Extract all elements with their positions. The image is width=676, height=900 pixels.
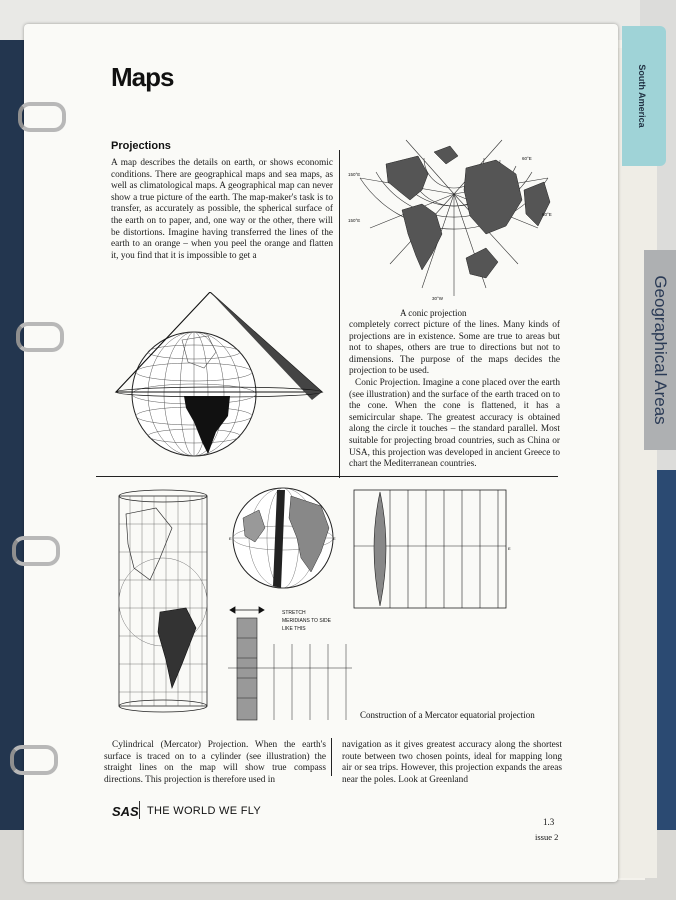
svg-text:150°E: 150°E [348,172,361,177]
mercator-caption: Construction of a Mercator equatorial projection [360,710,535,720]
side-tab[interactable] [644,250,676,450]
conic-paragraph-1: completely correct picture of the lines. Many kinds of projections are in existence. Some are true to areas but not to shapes, others are true to directions but not to dimensions. The purpose of the maps decides the projection to be used. [349,320,560,377]
binder-ring-icon [12,536,60,566]
page-number: 1.3 [543,817,555,827]
conic-paragraph-2: Conic Projection. Imagine a cone placed over the earth (see illustration) and the surface of the earth traced on to the cone. When the cone is flattened, it has a semicircular shape. The greatest accuracy is obtained along the circle it touches – the standard parallel. Most suitable for projecting broad countries, such as China or USA, this projection was developed in ancient Greece to chart the Mediterranean countries. [349,378,560,470]
stretch-caption: STRETCH MERIDIANS TO SIDE LIKE THIS [282,610,331,632]
page-stack-back [612,48,657,878]
binder-ring-icon [18,102,66,132]
svg-text:60°E: 60°E [542,212,552,217]
footer-divider [139,801,140,819]
intro-paragraph: A map describes the details on earth, or shows economic conditions. There are geographical maps and sea maps, as well as climatological maps. A geographical map can never show a true picture of the earth. The map-maker's task is to transfer, as accurately as possible, the spherical surface of the earth on to paper, and, one way or the other, there will be distortions. Imagine having transferred the lines of the earth to an orange – when you peel the orange and flatten it, you find that it is impossible to get a [111,158,333,261]
globe-slice-illustration [229,482,337,592]
conic-projection-map [346,130,562,302]
column-divider [339,150,340,478]
footer-tagline: THE WORLD WE FLY [147,805,261,817]
side-tab-label: Geographical Areas [651,275,670,425]
svg-text:E: E [229,536,232,541]
binder-ring-icon [10,745,58,775]
mercator-grid-illustration [352,488,512,610]
mercator-paragraph-left: Cylindrical (Mercator) Projection. When the earth's surface is traced on to a cylinder (see illustration) the straight lines on the map will show true compass directions. This projection is therefore used in [104,740,326,785]
section-heading: Projections [111,140,171,152]
sas-logo: SAS [112,804,139,819]
svg-text:150°E: 150°E [348,218,361,223]
page-title: Maps [111,62,174,92]
conic-caption: A conic projection [400,308,467,318]
top-tab-label: South America [637,64,647,128]
svg-text:E: E [333,536,336,541]
mercator-paragraph-right: navigation as it gives greatest accuracy along the shortest route between two chosen points, ideal for mapping long air or sea trips. However, this projection expands the areas near the poles. Look at Greenland [342,740,562,785]
bottom-column-divider [331,738,332,776]
top-tab[interactable] [622,26,666,166]
binder-ring-icon [16,322,64,352]
svg-text:60°E: 60°E [522,156,532,161]
cylinder-illustration [116,488,210,714]
cone-globe-illustration [112,292,324,464]
issue-label: issue 2 [535,832,559,842]
section-divider [96,476,558,477]
svg-text:30°W: 30°W [432,296,444,301]
svg-text:E: E [508,546,511,551]
